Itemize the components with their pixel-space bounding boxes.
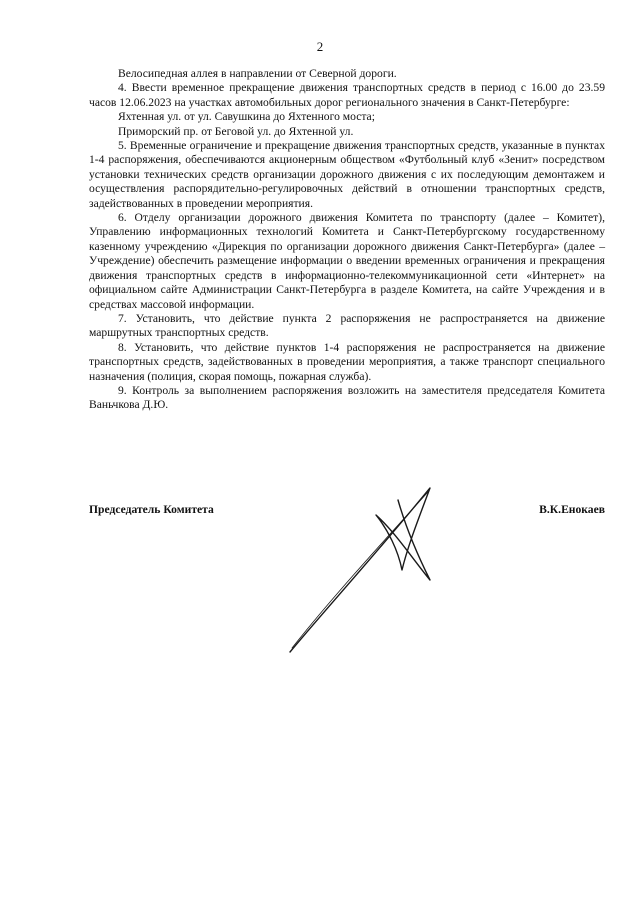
road-section-2: Приморский пр. от Беговой ул. до Яхтенной ул. <box>118 124 354 138</box>
handwritten-signature <box>280 470 460 660</box>
paragraph-8: 8. Установить, что действие пунктов 1-4 распоряжения не распространяется на движение транспортных средств, задействованных в проведении мероприятия, а также транспорт специального назначения (полиция, скорая помощь, пожарная служба). <box>89 340 605 383</box>
road-section-1: Яхтенная ул. от ул. Савушкина до Яхтенного моста; <box>118 110 375 124</box>
paragraph-4: 4. Ввести временное прекращение движения транспортных средств в период с 16.00 до 23.59 часов 12.06.2023 на участках автомобильных дорог регионального значения в Санкт-Петербурге: <box>89 81 605 109</box>
signer-name: В.К.Енокаев <box>539 503 605 516</box>
paragraph-5: 5. Временные ограничение и прекращение движения транспортных средств, указанные в пунктах 1-4 распоряжения, обеспечиваются акционерным обществом «Футбольный клуб «Зенит» посредством установки технических средств организации дорожного движения с их последующим демонтажем и осуществления распорядительно-регулировочных действий в отношении транспортных средств, задействованных в проведении мероприятия. <box>89 139 605 210</box>
paragraph-6: 6. Отделу организации дорожного движения Комитета по транспорту (далее – Комитет), Управлению информационных технологий Комитета и Санкт-Петербургскому государственному казенному учреждению «Дирекция по организации дорожного движения Санкт-Петербурга» (далее – Учреждение) обеспечить размещение информации о введении временных ограничения и прекращения движения транспортных средств в информационно-телекоммуникационной сети «Интернет» на официальном сайте Администрации Санкт-Петербурга в разделе Комитета, на сайте Учреждения и в средствах массовой информации. <box>89 211 605 311</box>
page-number: 2 <box>316 39 324 54</box>
document-body <box>89 67 605 413</box>
signer-position: Председатель Комитета <box>89 503 214 516</box>
paragraph-continuation: Велосипедная аллея в направлении от Северной дороги. <box>118 67 397 80</box>
paragraph-9: 9. Контроль за выполнением распоряжения возложить на заместителя председателя Комитета Ваньчкова Д.Ю. <box>89 383 605 412</box>
paragraph-7: 7. Установить, что действие пункта 2 распоряжения не распространяется на движение маршрутных транспортных средств. <box>89 311 605 340</box>
